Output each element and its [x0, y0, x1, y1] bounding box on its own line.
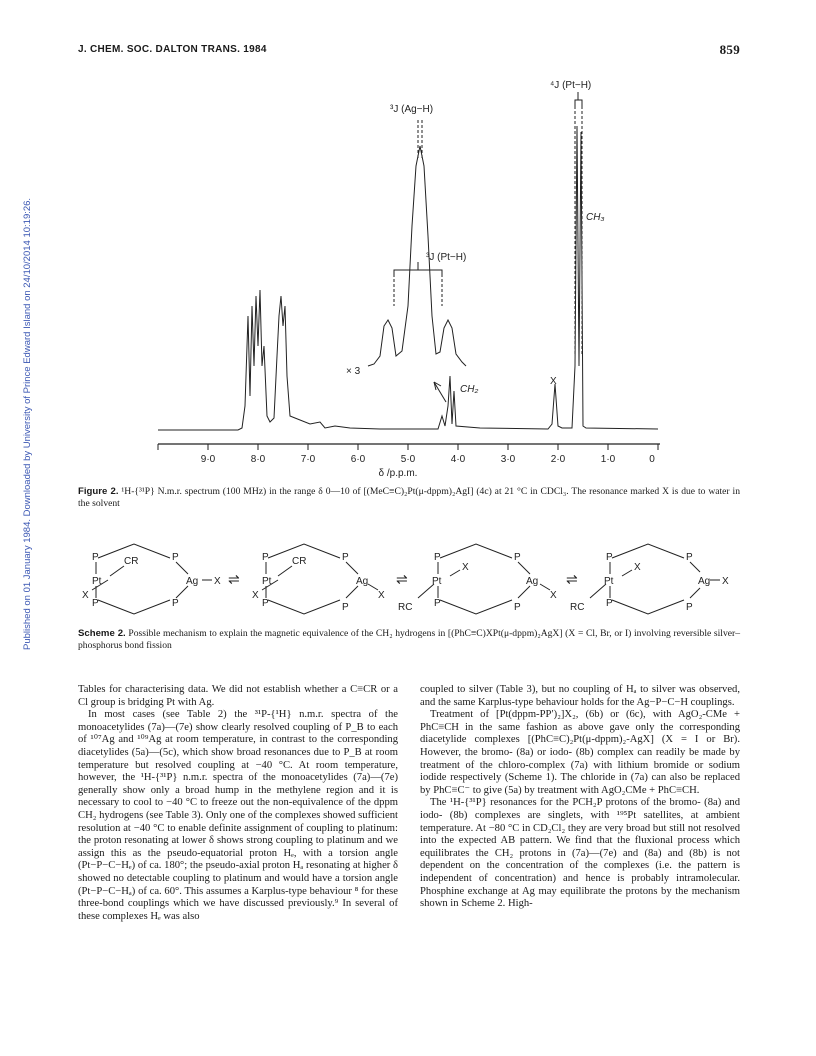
phosphorus-atom: P	[342, 602, 349, 613]
halide-atom: X	[722, 576, 729, 587]
phosphorus-atom: P	[514, 602, 521, 613]
halide-atom: X	[214, 576, 221, 587]
figure-caption-text: ¹H-{³¹P} N.m.r. spectrum (100 MHz) in the range δ 0—10 of [(MeC≡C)₂Pt(μ-dppm)₂AgI] (4c) at 21 °C in CDCl₃. The resonance marked X is due to water in the solvent	[78, 486, 740, 509]
scheme-caption	[78, 628, 740, 652]
phosphorus-atom: P	[434, 552, 441, 563]
running-header	[78, 44, 740, 60]
phosphorus-atom: P	[92, 598, 99, 609]
equilibrium-arrow: ⇌	[396, 571, 408, 587]
tick-label-7: 7·0	[300, 454, 316, 465]
halide-atom: X	[378, 590, 385, 601]
phosphorus-atom: P	[262, 552, 269, 563]
download-watermark	[10, 180, 33, 700]
acetylide-group: CR	[292, 556, 307, 567]
x-axis-ticks	[158, 444, 658, 450]
phosphorus-atom: P	[172, 598, 179, 609]
scheme-caption-text: Possible mechanism to explain the magnetic equivalence of the CH₂ hydrogens in [(PhC≡C)XPt(μ-dppm)₂AgX] (X = Cl, Br, or I) involving reversible silver–phosphorus bond fission	[78, 628, 740, 651]
equilibrium-arrow: ⇌	[228, 571, 240, 587]
halide-atom: X	[550, 590, 557, 601]
platinum-atom: Pt	[92, 576, 102, 587]
nmr-spectrum-figure	[150, 66, 670, 478]
halide-atom: X	[82, 590, 89, 601]
phosphorus-atom: P	[92, 552, 99, 563]
phosphorus-atom: P	[686, 602, 693, 613]
halide-atom: X	[634, 562, 641, 573]
tick-label-4: 4·0	[450, 454, 466, 465]
ag-h-coupling-label: ³J (Ag−H)	[390, 104, 434, 115]
phosphorus-atom: P	[342, 552, 349, 563]
tick-label-0: 0	[649, 454, 655, 465]
halide-atom: X	[462, 562, 469, 573]
tick-label-6: 6·0	[350, 454, 366, 465]
paragraph: In most cases (see Table 2) the ³¹P-{¹H} n.m.r. spectra of the monoacetylides (7a)—(7e) show clearly resolved coupling of P_B to each of ¹⁰⁷Ag and ¹⁰⁹Ag at room temperature, in contrast to the corresponding diacetylides (5a)—(5c), which show broad resonances due to P_B at room temperature but resolved coupling at −40 °C. At room temperature, however, the ¹H-{³¹P} n.m.r. spectra of the monoacetylides (7a)—(7e) generally show only a broad hump in the methylene region and it is necessary to cool to −40 °C to freeze out the non-equivalence of the dppm CH₂ hydrogens (see Table 3). Only one of the complexes showed sufficient resolution at −40 °C to enable definite assignment of coupling to platinum: the proton resonating at lower δ shows strong coupling to platinum and we assign this as the pseudo-equatorial proton Hₑ, with a torsion angle (Pt−P−C−Hₑ) of ca. 180°; the pseudo-axial proton Hₐ resonating at higher δ showed no detectable coupling to platinum and would have a torsion angle (Pt−P−C−Hₐ) of ca. 60°. This assumes a Karplus-type behaviour ⁸ for these three-bond couplings which we have discussed previously.⁹ In several of these complexes Hₑ was also	[78, 709, 398, 922]
page-number: 859	[719, 42, 740, 57]
paragraph: Treatment of [Pt(dppm-PP′)₂]X₂, (6b) or (6c), with AgO₂-CMe + PhC≡CH in the same fashion as above gave only the corresponding diacetylide complexes [(PhC≡C)₂Pt(μ-dppm)₂-AgX] (X = I or Br). However, the bromo- (8a) or iodo- (8b) complex can readily be made by treatment of the chloro-complex (7a) with lithium bromide or sodium iodide respectively (Scheme 1). The chloride in (7a) can also be replaced by PhC≡C⁻ to give (5a) by treatment with AgO₂CMe + PhC≡CH.	[420, 709, 740, 796]
acetylide-group: RC	[570, 602, 585, 613]
body-column-left	[78, 684, 398, 923]
phosphorus-atom: P	[606, 552, 613, 563]
phosphorus-atom: P	[172, 552, 179, 563]
silver-atom: Ag	[698, 576, 711, 587]
platinum-atom: Pt	[604, 576, 614, 587]
platinum-atom: Pt	[262, 576, 272, 587]
tick-label-9: 9·0	[200, 454, 216, 465]
silver-atom: Ag	[356, 576, 369, 587]
acetylide-group: RC	[398, 602, 413, 613]
phosphorus-atom: P	[514, 552, 521, 563]
download-watermark-text: Published on 01 January 1984. Downloaded by University of Prince Edward Island on 24/10/2014 10:19:26.	[22, 197, 33, 650]
water-peak-label: X	[550, 376, 557, 387]
tick-label-5: 5·0	[400, 454, 416, 465]
figure-caption	[78, 486, 740, 510]
silver-atom: Ag	[526, 576, 539, 587]
silver-atom: Ag	[186, 576, 199, 587]
scheme-diagram	[78, 540, 740, 626]
inset-scale-label: × 3	[346, 366, 361, 377]
phosphorus-atom: P	[606, 598, 613, 609]
phosphorus-atom: P	[686, 552, 693, 563]
acetylide-group: CR	[124, 556, 139, 567]
pt-h-4j-coupling-label: ⁴J (Pt−H)	[550, 80, 592, 91]
paragraph: Tables for characterising data. We did not establish whether a C≡CR or a Cl group is bridging Pt with Ag.	[78, 684, 398, 708]
figure-caption-label: Figure 2.	[78, 486, 119, 497]
tick-label-8: 8·0	[250, 454, 266, 465]
halide-atom: X	[252, 590, 259, 601]
equilibrium-arrow: ⇌	[566, 571, 578, 587]
x-axis-label: δ /p.p.m.	[378, 468, 418, 478]
body-column-right	[420, 684, 740, 911]
phosphorus-atom: P	[434, 598, 441, 609]
tick-label-2: 2·0	[550, 454, 566, 465]
paragraph: coupled to silver (Table 3), but no coupling of Hₐ to silver was observed, and the same Karplus-type behaviour holds for the Ag−P−C−H couplings.	[420, 684, 740, 708]
platinum-atom: Pt	[432, 576, 442, 587]
paragraph: The ¹H-{³¹P} resonances for the PCH₂P protons of the bromo- (8a) and iodo- (8b) complexes are singlets, with ¹⁹⁵Pt satellites, at ambient temperature. At −80 °C in CD₂Cl₂ they are very broad but still not resolved into the expected AB pattern. We find that the fluxional process which equilibrates the CH₂ protons in (7a)—(7e) and (8a) and (8b) is not dependent on the concentration of the complexes (i.e. the pattern is independent of concentration) and hence is probably intramolecular. Phosphine exchange at Ag may equilibrate the protons by the mechanism shown in Scheme 2. High-	[420, 797, 740, 910]
ch2-label: CH₂	[460, 384, 479, 395]
scheme-caption-label: Scheme 2.	[78, 628, 126, 639]
tick-label-1: 1·0	[600, 454, 616, 465]
tick-label-3: 3·0	[500, 454, 516, 465]
ch3-label: CH₃	[586, 212, 605, 223]
spectrum-trace	[158, 126, 658, 430]
phosphorus-atom: P	[262, 598, 269, 609]
pt-h-3j-coupling-label: ³J (Pt−H)	[426, 252, 467, 263]
journal-title: J. CHEM. SOC. DALTON TRANS. 1984	[78, 44, 267, 55]
